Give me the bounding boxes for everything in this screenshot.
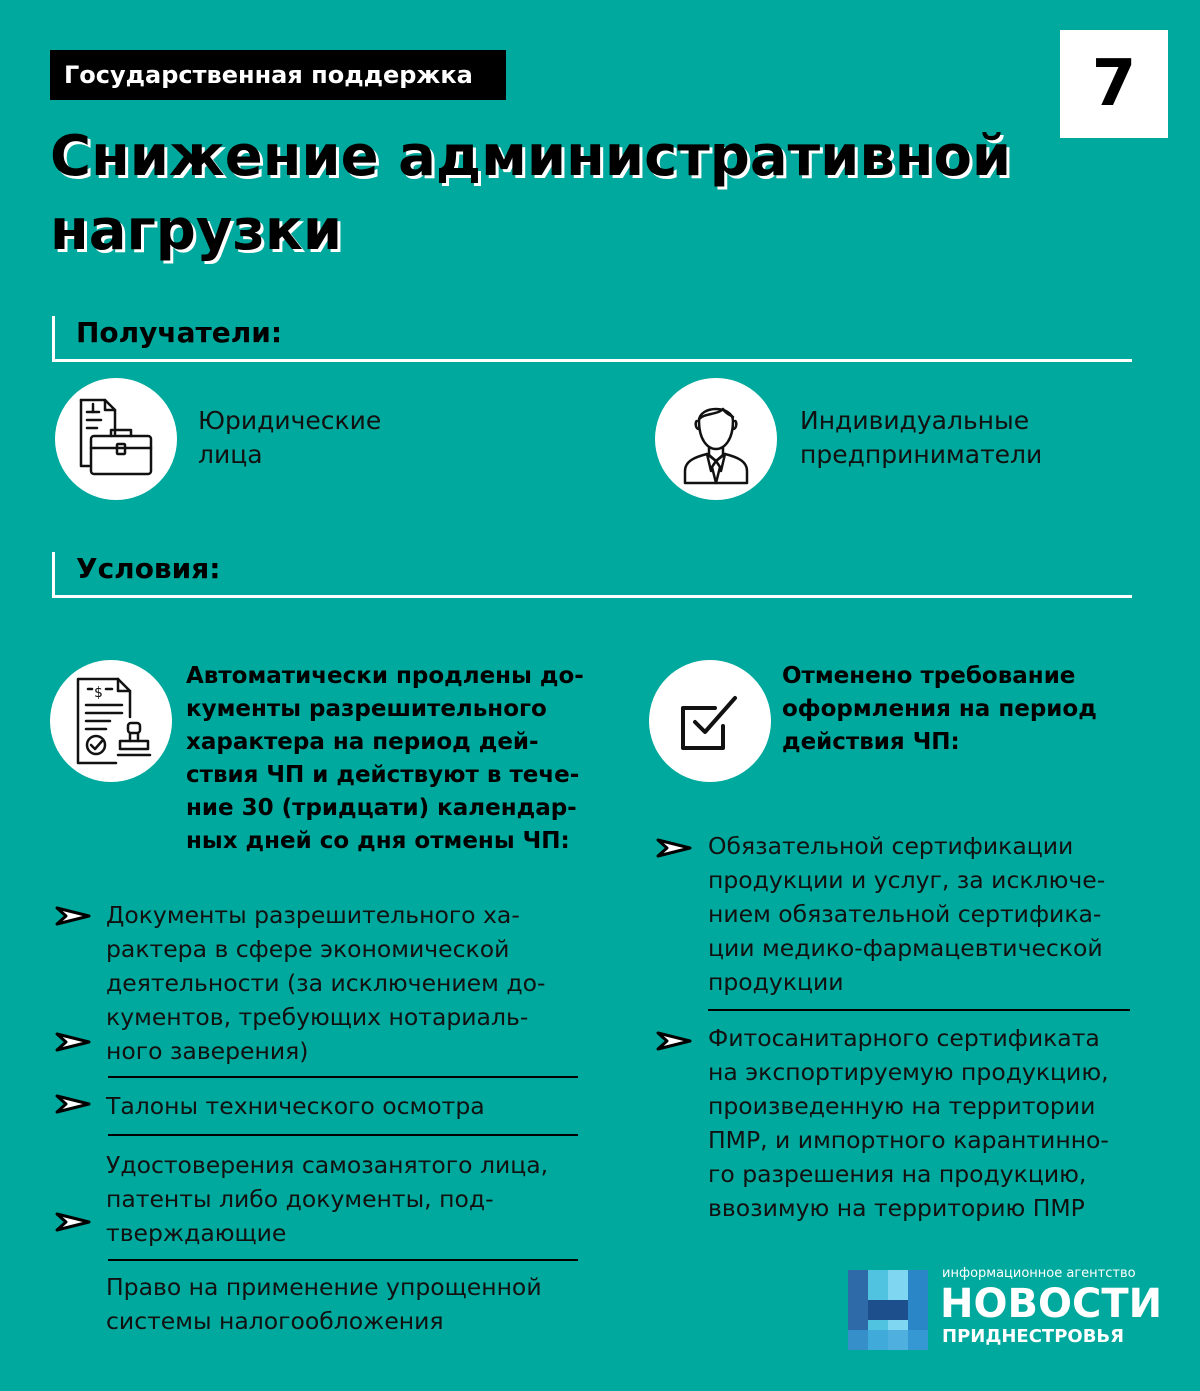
left-condition-title: Автоматически продлены до- кументы разрешительного характера на период дей- ствия ЧП и действуют в тече- ние 30 (тридцати) календар- ных дней со дня отмены ЧП: xyxy=(186,663,584,854)
recipient-individual-entrepreneurs: Индивидуальные предприниматели xyxy=(800,406,1043,469)
divider xyxy=(108,1259,578,1261)
page-title xyxy=(50,120,1030,268)
category-label: Государственная поддержка xyxy=(50,50,506,100)
logo-sub-text: ПРИДНЕСТРОВЬЯ xyxy=(942,1326,1124,1347)
conditions-heading xyxy=(52,552,1132,598)
svg-text:$: $ xyxy=(94,685,103,701)
logo-small-text: информационное агентство xyxy=(942,1266,1136,1281)
divider xyxy=(108,1076,578,1078)
news-logo-icon xyxy=(848,1270,928,1350)
page-number: 7 xyxy=(1060,30,1168,138)
list-item: Фитосанитарного сертификата на экспортируемую продукцию, произведенную на территории ПМР, и импортного карантинно- го разрешения на продукцию, ввозимую на территорию ПМР xyxy=(708,1024,1109,1222)
recipients-heading xyxy=(52,316,1132,362)
title-line-1: Снижение административной xyxy=(50,124,1012,189)
businessman-icon xyxy=(655,378,777,500)
list-item: Право на применение упрощенной системы налогообложения xyxy=(106,1273,542,1335)
divider xyxy=(708,1009,1130,1011)
divider xyxy=(108,1134,578,1136)
list-item: Талоны технического осмотра xyxy=(106,1092,485,1120)
title-line-2: нагрузки xyxy=(50,198,343,263)
checkbox-icon xyxy=(649,660,771,782)
recipient-legal-entities: Юридические лица xyxy=(198,406,382,469)
arrow-bullet-icon xyxy=(55,1030,93,1054)
arrow-bullet-icon xyxy=(55,1092,93,1116)
documents-briefcase-icon xyxy=(55,378,177,500)
list-item: Документы разрешительного ха- рактера в сфере экономической деятельности (за исключением до- кументов, требующих нотариаль- ного заверения) xyxy=(106,901,546,1065)
arrow-bullet-icon xyxy=(55,1210,93,1234)
logo-main-text: НОВОСТИ xyxy=(940,1281,1163,1327)
arrow-bullet-icon xyxy=(55,904,93,928)
arrow-bullet-icon xyxy=(656,836,694,860)
list-item: Обязательной сертификации продукции и услуг, за исключе- нием обязательной сертифика- ции медико-фармацевтической продукции xyxy=(708,832,1106,996)
arrow-bullet-icon xyxy=(656,1029,694,1053)
recipients-heading-label: Получатели: xyxy=(76,316,283,349)
list-item: Удостоверения самозанятого лица, патенты либо документы, под- тверждающие xyxy=(106,1151,549,1247)
conditions-heading-label: Условия: xyxy=(76,552,221,585)
stamped-document-icon xyxy=(50,660,172,782)
right-condition-title: Отменено требование оформления на период действия ЧП: xyxy=(782,663,1097,755)
